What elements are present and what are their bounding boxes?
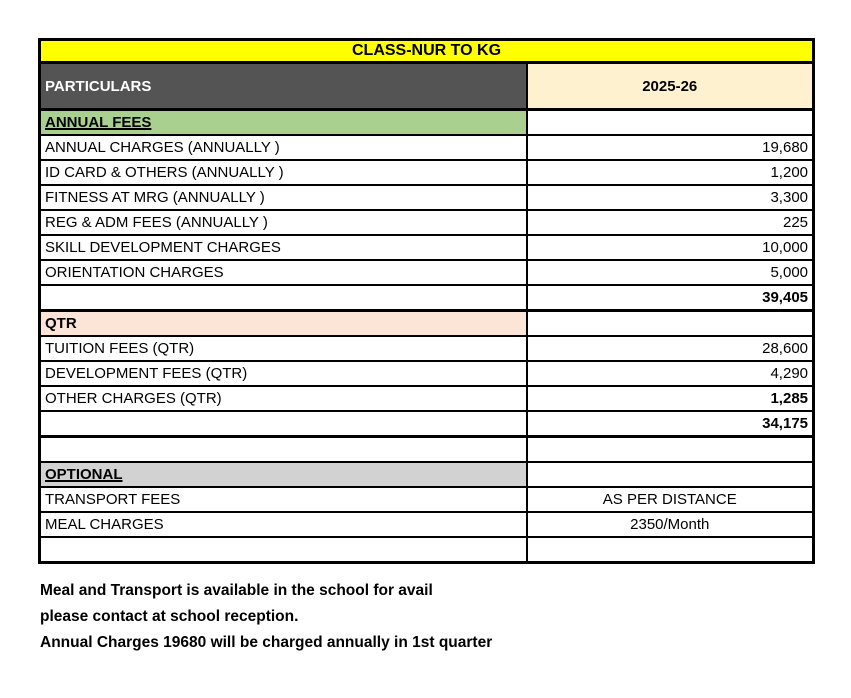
amount-cell (527, 537, 814, 563)
particular-cell (40, 437, 527, 463)
fee-table (38, 38, 815, 564)
table-row (40, 512, 814, 537)
table-row (40, 135, 814, 160)
amount-cell: 1,285 (527, 386, 814, 411)
particular-cell: ID CARD & OTHERS (ANNUALLY ) (40, 160, 527, 185)
particular-cell: TUITION FEES (QTR) (40, 336, 527, 361)
table-row (40, 361, 814, 386)
table-title: CLASS-NUR TO KG (40, 40, 814, 63)
table-row (40, 386, 814, 411)
section-label-optional: OPTIONAL (40, 462, 527, 487)
note-line: please contact at school reception. (40, 608, 299, 625)
amount-cell: 1,200 (527, 160, 814, 185)
column-header-year: 2025-26 (527, 63, 814, 110)
particular-cell (40, 537, 527, 563)
table-row (40, 185, 814, 210)
particular-cell: MEAL CHARGES (40, 512, 527, 537)
particular-cell: TRANSPORT FEES (40, 487, 527, 512)
amount-cell: 5,000 (527, 260, 814, 285)
table-title-row (40, 40, 814, 63)
section-label-qtr: QTR (40, 311, 527, 337)
table-header-row (40, 63, 814, 110)
qtr-total-amount: 34,175 (527, 411, 814, 437)
particular-cell: FITNESS AT MRG (ANNUALLY ) (40, 185, 527, 210)
amount-cell: 28,600 (527, 336, 814, 361)
qtr-total-row (40, 411, 814, 437)
particular-cell (40, 411, 527, 437)
amount-cell: 4,290 (527, 361, 814, 386)
annual-total-row (40, 285, 814, 311)
amount-cell: 10,000 (527, 235, 814, 260)
amount-cell (527, 462, 814, 487)
amount-cell: 3,300 (527, 185, 814, 210)
table-row (40, 260, 814, 285)
note-line: Meal and Transport is available in the school for avail (40, 582, 433, 599)
table-row (40, 336, 814, 361)
amount-cell: 19,680 (527, 135, 814, 160)
section-row-annual-fees (40, 110, 814, 136)
column-header-particulars: PARTICULARS (40, 63, 527, 110)
amount-cell: 225 (527, 210, 814, 235)
particular-cell: DEVELOPMENT FEES (QTR) (40, 361, 527, 386)
table-row (40, 210, 814, 235)
blank-row (40, 437, 814, 463)
table-row (40, 487, 814, 512)
particular-cell: ANNUAL CHARGES (ANNUALLY ) (40, 135, 527, 160)
footer-notes (40, 578, 492, 656)
particular-cell (40, 285, 527, 311)
amount-cell (527, 311, 814, 337)
section-row-qtr (40, 311, 814, 337)
amount-cell: AS PER DISTANCE (527, 487, 814, 512)
amount-cell: 2350/Month (527, 512, 814, 537)
section-label-annual-fees: ANNUAL FEES (40, 110, 527, 136)
particular-cell: SKILL DEVELOPMENT CHARGES (40, 235, 527, 260)
particular-cell: REG & ADM FEES (ANNUALLY ) (40, 210, 527, 235)
particular-cell: ORIENTATION CHARGES (40, 260, 527, 285)
section-row-optional (40, 462, 814, 487)
amount-cell (527, 437, 814, 463)
annual-total-amount: 39,405 (527, 285, 814, 311)
table-row (40, 235, 814, 260)
amount-cell (527, 110, 814, 136)
note-line: Annual Charges 19680 will be charged annually in 1st quarter (40, 634, 493, 651)
particular-cell: OTHER CHARGES (QTR) (40, 386, 527, 411)
table-row (40, 160, 814, 185)
blank-row (40, 537, 814, 563)
